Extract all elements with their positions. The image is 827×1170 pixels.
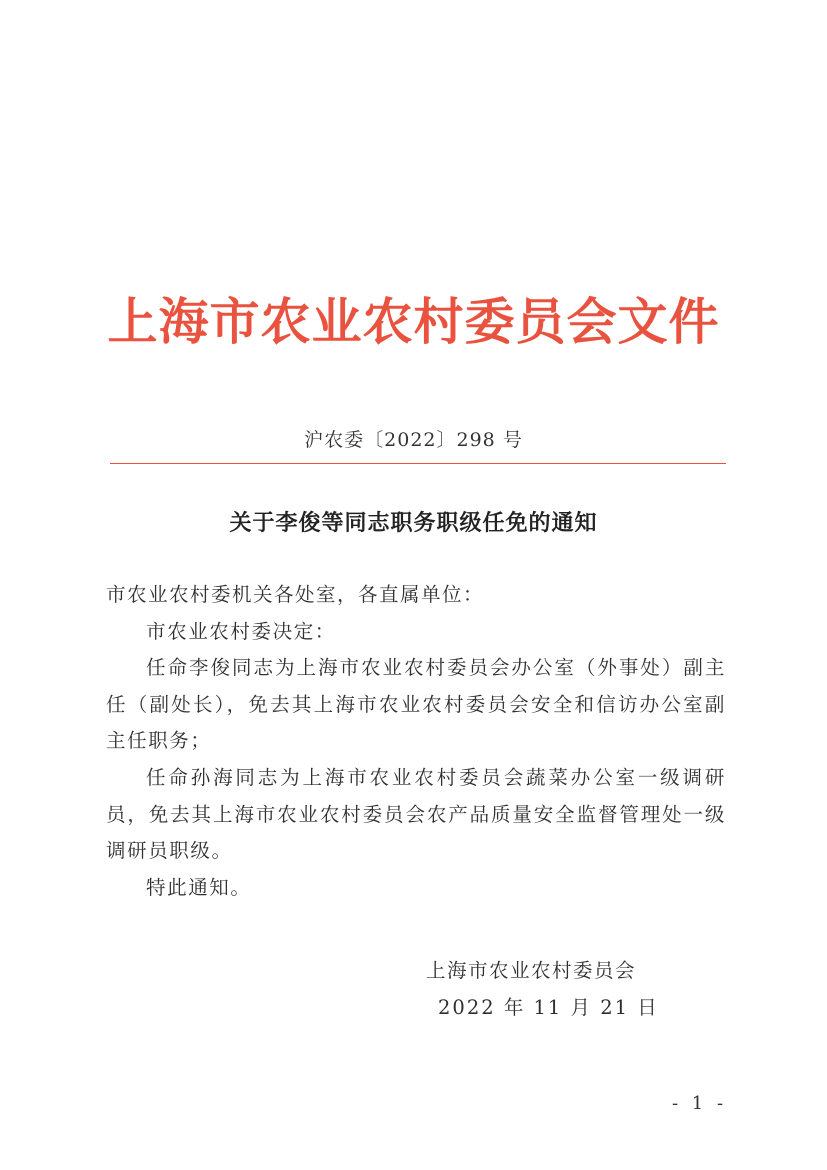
document-number: 沪农委〔2022〕298 号 <box>304 429 523 451</box>
paragraph-appointment-sun: 任命孙海同志为上海市农业农村委员会蔬菜办公室一级调研员，免去其上海市农业农村委员会农产品质量安全监督管理处一级调研员职级。 <box>106 765 726 863</box>
paragraph-closing: 特此通知。 <box>146 875 252 899</box>
signature-date: 2022 年 11 月 21 日 <box>438 996 659 1019</box>
paragraph-appointment-li: 任命李俊同志为上海市农业农村委员会办公室（外事处）副主任（副处长），免去其上海市农业农村委员会安全和信访办公室副主任职务； <box>106 656 726 753</box>
paragraph-decision: 市农业农村委决定： <box>146 619 336 643</box>
page-number: - 1 - <box>672 1093 728 1114</box>
document-header-title: 上海市农业农村委员会文件 <box>107 292 720 351</box>
addressee: 市农业农村委机关各处室，各直属单位： <box>106 583 485 606</box>
signature-organization: 上海市农业农村委员会 <box>426 959 637 982</box>
notice-title: 关于李俊等同志职务职级任免的通知 <box>229 510 598 536</box>
notice-body <box>106 577 726 906</box>
header-divider <box>110 463 726 464</box>
